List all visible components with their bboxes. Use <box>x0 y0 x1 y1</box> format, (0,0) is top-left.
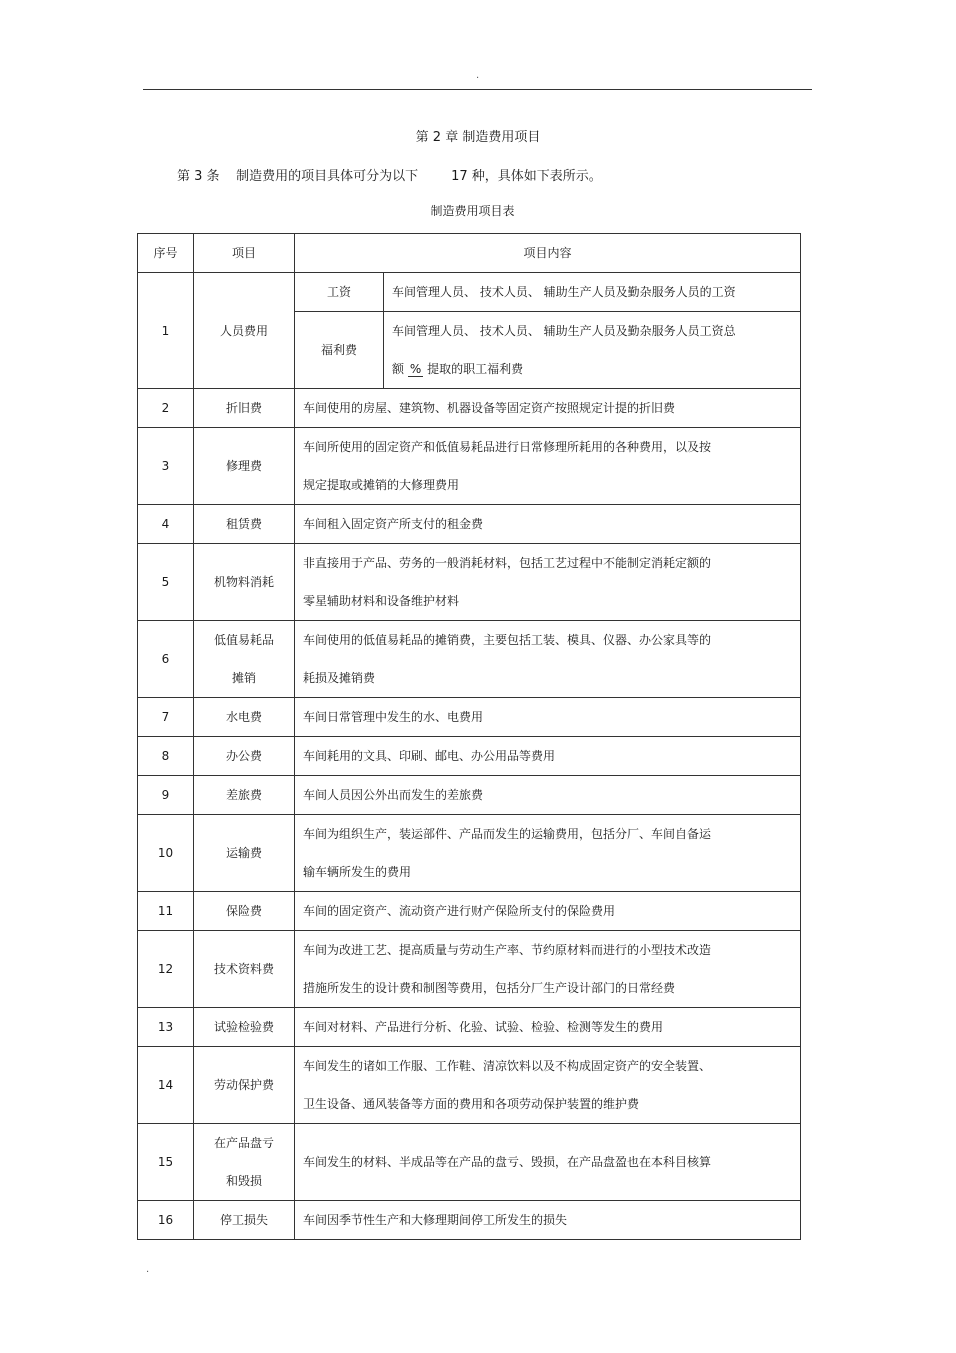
row-seq: 5 <box>138 544 194 621</box>
header-item: 项目 <box>194 234 295 273</box>
footer-mark: . <box>146 1264 150 1275</box>
row-content <box>295 1047 801 1124</box>
row-item: 租赁费 <box>194 505 295 544</box>
row-item <box>194 1124 295 1201</box>
row-seq: 10 <box>138 815 194 892</box>
header-rule <box>143 89 812 90</box>
row-seq: 11 <box>138 892 194 931</box>
row-content <box>384 312 801 389</box>
row-content: 车间人员因公外出而发生的差旅费 <box>295 776 801 815</box>
header-seq: 序号 <box>138 234 194 273</box>
row-seq: 2 <box>138 389 194 428</box>
row-seq: 4 <box>138 505 194 544</box>
row-content <box>295 428 801 505</box>
table-row <box>138 505 801 544</box>
row-item: 折旧费 <box>194 389 295 428</box>
row-item: 人员费用 <box>194 273 295 389</box>
table-row <box>138 621 801 698</box>
row-content <box>295 815 801 892</box>
table-row <box>138 273 801 312</box>
expense-items-table <box>137 233 801 1240</box>
content-line: 车间管理人员、 技术人员、 辅助生产人员及勤杂服务人员工资总 <box>392 324 736 338</box>
row-content: 车间租入固定资产所支付的租金费 <box>295 505 801 544</box>
content-line: 零星辅助材料和设备维护材料 <box>303 594 460 608</box>
content-line: 非直接用于产品、劳务的一般消耗材料，包括工艺过程中不能制定消耗定额的 <box>303 556 712 570</box>
row-content: 车间耗用的文具、印刷、邮电、办公用品等费用 <box>295 737 801 776</box>
content-line: 措施所发生的设计费和制图等费用，包括分厂生产设计部门的日常经费 <box>303 981 676 995</box>
blank-percent: % <box>409 362 422 376</box>
row-seq: 3 <box>138 428 194 505</box>
content-prefix: 额 <box>392 362 405 376</box>
table-row <box>138 389 801 428</box>
row-item: 运输费 <box>194 815 295 892</box>
table-row <box>138 544 801 621</box>
sub-item-name: 福利费 <box>295 312 384 389</box>
content-line: 车间为改进工艺、提高质量与劳动生产率、节约原材料而进行的小型技术改造 <box>303 943 712 957</box>
table-row <box>138 815 801 892</box>
row-item: 机物料消耗 <box>194 544 295 621</box>
table-row <box>138 892 801 931</box>
table-row <box>138 1124 801 1201</box>
table-row <box>138 931 801 1008</box>
row-item: 停工损失 <box>194 1201 295 1240</box>
row-seq: 16 <box>138 1201 194 1240</box>
table-header-row <box>138 234 801 273</box>
row-seq: 15 <box>138 1124 194 1201</box>
row-item: 修理费 <box>194 428 295 505</box>
row-seq: 8 <box>138 737 194 776</box>
table-row <box>138 698 801 737</box>
item-line: 摊销 <box>231 671 256 685</box>
sub-item-name: 工资 <box>295 273 384 312</box>
row-content: 车间的固定资产、流动资产进行财产保险所支付的保险费用 <box>295 892 801 931</box>
item-line: 低值易耗品 <box>213 633 274 647</box>
row-seq: 9 <box>138 776 194 815</box>
item-line: 和毁损 <box>225 1174 262 1188</box>
content-line: 耗损及摊销费 <box>303 671 376 685</box>
table-row <box>138 1047 801 1124</box>
row-item: 差旅费 <box>194 776 295 815</box>
row-content: 车间日常管理中发生的水、电费用 <box>295 698 801 737</box>
content-line: 卫生设备、通风装备等方面的费用和各项劳动保护装置的维护费 <box>303 1097 640 1111</box>
row-item: 试验检验费 <box>194 1008 295 1047</box>
row-content: 车间发生的材料、半成品等在产品的盘亏、毁损，在产品盘盈也在本科目核算 <box>295 1124 801 1201</box>
row-content: 车间对材料、产品进行分析、化验、试验、检验、检测等发生的费用 <box>295 1008 801 1047</box>
row-item: 技术资料费 <box>194 931 295 1008</box>
table-title: 制造费用项目表 <box>430 204 515 218</box>
row-item <box>194 621 295 698</box>
table-row <box>138 1201 801 1240</box>
content-line <box>392 350 792 388</box>
content-line: 车间所使用的固定资产和低值易耗品进行日常修理所耗用的各种费用，以及按 <box>303 440 712 454</box>
content-line: 车间为组织生产，装运部件、产品而发生的运输费用，包括分厂、车间自备运 <box>303 827 712 841</box>
chapter-title: 第 2 章 制造费用项目 <box>415 130 541 145</box>
row-content <box>295 621 801 698</box>
table-row <box>138 1008 801 1047</box>
row-item: 保险费 <box>194 892 295 931</box>
row-content: 车间使用的房屋、建筑物、机器设备等固定资产按照规定计提的折旧费 <box>295 389 801 428</box>
header-mark: . <box>476 70 480 81</box>
row-seq: 1 <box>138 273 194 389</box>
content-line: 车间使用的低值易耗品的摊销费，主要包括工装、模具、仪器、办公家具等的 <box>303 633 712 647</box>
content-line: 输车辆所发生的费用 <box>303 865 412 879</box>
item-line: 在产品盘亏 <box>213 1136 274 1150</box>
article-text: 第 3 条 制造费用的项目具体可分为以下 17 种，具体如下表所示。 <box>177 169 602 184</box>
table-row <box>138 776 801 815</box>
row-content: 车间管理人员、 技术人员、 辅助生产人员及勤杂服务人员的工资 <box>384 273 801 312</box>
header-content: 项目内容 <box>295 234 801 273</box>
row-item: 办公费 <box>194 737 295 776</box>
content-line: 规定提取或摊销的大修理费用 <box>303 478 460 492</box>
row-seq: 7 <box>138 698 194 737</box>
row-seq: 13 <box>138 1008 194 1047</box>
content-suffix: 提取的职工福利费 <box>427 362 524 376</box>
row-seq: 6 <box>138 621 194 698</box>
table-row <box>138 737 801 776</box>
row-item: 劳动保护费 <box>194 1047 295 1124</box>
row-seq: 14 <box>138 1047 194 1124</box>
row-content <box>295 931 801 1008</box>
table-row <box>138 428 801 505</box>
row-item: 水电费 <box>194 698 295 737</box>
row-seq: 12 <box>138 931 194 1008</box>
row-content <box>295 544 801 621</box>
content-line: 车间发生的诸如工作服、工作鞋、清凉饮料以及不构成固定资产的安全装置、 <box>303 1059 712 1073</box>
row-content: 车间因季节性生产和大修理期间停工所发生的损失 <box>295 1201 801 1240</box>
